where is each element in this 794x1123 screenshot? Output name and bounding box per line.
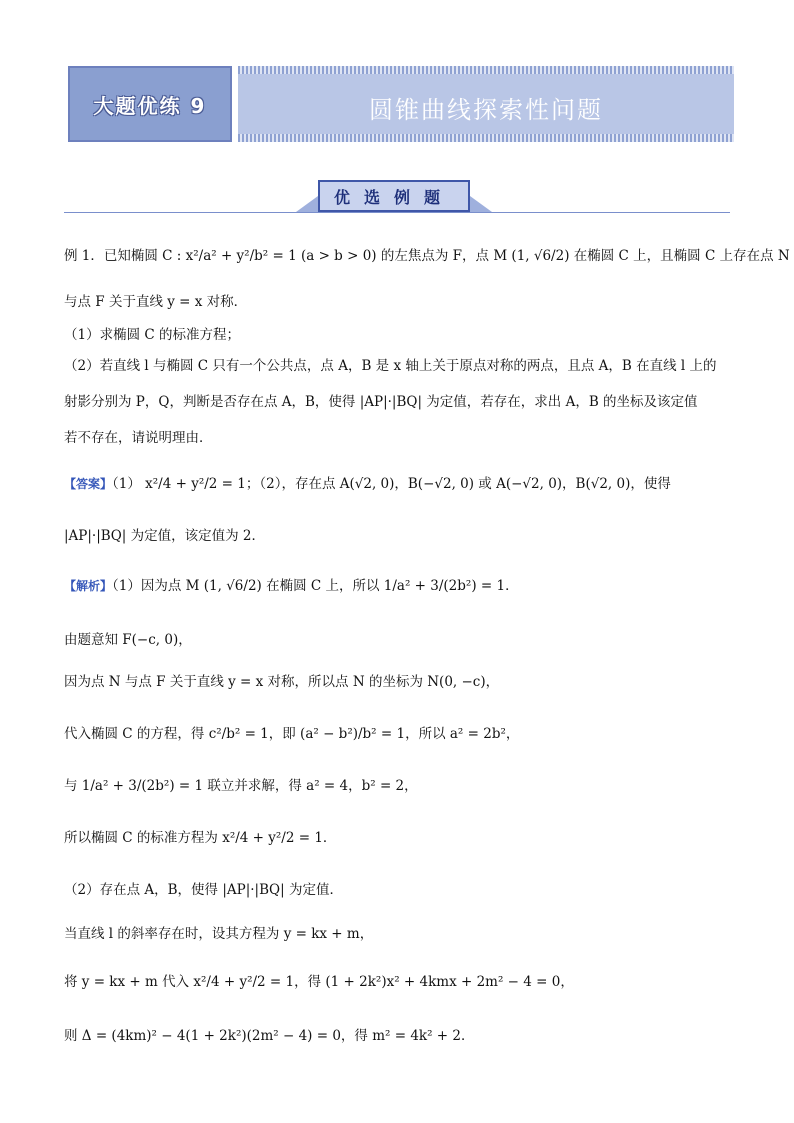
analysis-line-7: （2）存在点 A，B，使得 |AP|·|BQ| 为定值． [64, 882, 343, 898]
analysis-line-2: 由题意知 F(−c, 0)， [64, 632, 192, 648]
analysis-tag: 【解析】 [64, 579, 113, 593]
section-label-box [318, 180, 470, 212]
analysis-line-10: 则 Δ = (4km)² − 4(1 + 2k²)(2m² − 4) = 0，得 m² = 4k² + 2． [64, 1028, 475, 1044]
analysis-line-9: 将 y = kx + m 代入 x²/4 + y²/2 = 1，得 (1 + 2k²)x² + 4kmx + 2m² − 4 = 0， [64, 974, 574, 990]
banner-label: 大题优练 9 [93, 93, 207, 118]
example-line-5: 射影分别为 P，Q，判断是否存在点 A，B，使得 |AP|·|BQ| 为定值，若存在，求出 A，B 的坐标及该定值 [64, 394, 698, 410]
analysis-line-4: 代入椭圆 C 的方程，得 c²/b² = 1，即 (a² − b²)/b² = 1，所以 a² = 2b²， [64, 726, 520, 742]
section-label: 优选例题 [333, 187, 454, 207]
answer-tag: 【答案】 [64, 477, 113, 491]
example-line-1: 例 1．已知椭圆 C : x²/a² + y²/b² = 1 (a > b > 0) 的左焦点为 F，点 M (1, √6/2) 在椭圆 C 上，且椭圆 C 上存在点 N [64, 248, 790, 264]
answer-line-1 [64, 474, 671, 494]
analysis-text-1: （1）因为点 M (1, √6/2) 在椭圆 C 上，所以 1/a² + 3/(2b²) = 1． [112, 578, 519, 594]
header-banner [68, 66, 734, 142]
section-wing-right [470, 196, 492, 212]
answer-text-1: （1） x²/4 + y²/2 = 1；（2），存在点 A(√2, 0)，B(−√2, 0) 或 A(−√2, 0)，B(√2, 0)，使得 [112, 476, 671, 492]
banner-stripe-bottom [238, 134, 734, 142]
section-wing-left [296, 196, 318, 212]
banner-label-box [68, 66, 232, 142]
analysis-line-5: 与 1/a² + 3/(2b²) = 1 联立并求解，得 a² = 4，b² = 2， [64, 778, 418, 794]
answer-line-2: |AP|·|BQ| 为定值，该定值为 2． [64, 528, 265, 544]
analysis-line-3: 因为点 N 与点 F 关于直线 y = x 对称，所以点 N 的坐标为 N(0, −c)， [64, 674, 500, 690]
example-line-6: 若不存在，请说明理由． [64, 430, 213, 446]
analysis-line-6: 所以椭圆 C 的标准方程为 x²/4 + y²/2 = 1． [64, 830, 337, 846]
example-line-3: （1）求椭圆 C 的标准方程； [64, 327, 241, 343]
banner-title-box [238, 74, 734, 140]
section-divider [64, 212, 730, 213]
analysis-line-1 [64, 576, 519, 596]
page-title: 圆锥曲线探索性问题 [369, 95, 603, 124]
banner-stripe-top [238, 66, 734, 74]
example-line-4: （2）若直线 l 与椭圆 C 只有一个公共点，点 A，B 是 x 轴上关于原点对称的两点，且点 A，B 在直线 l 上的 [64, 358, 717, 374]
analysis-line-8: 当直线 l 的斜率存在时，设其方程为 y = kx + m， [64, 926, 374, 942]
example-line-2: 与点 F 关于直线 y = x 对称． [64, 294, 248, 310]
